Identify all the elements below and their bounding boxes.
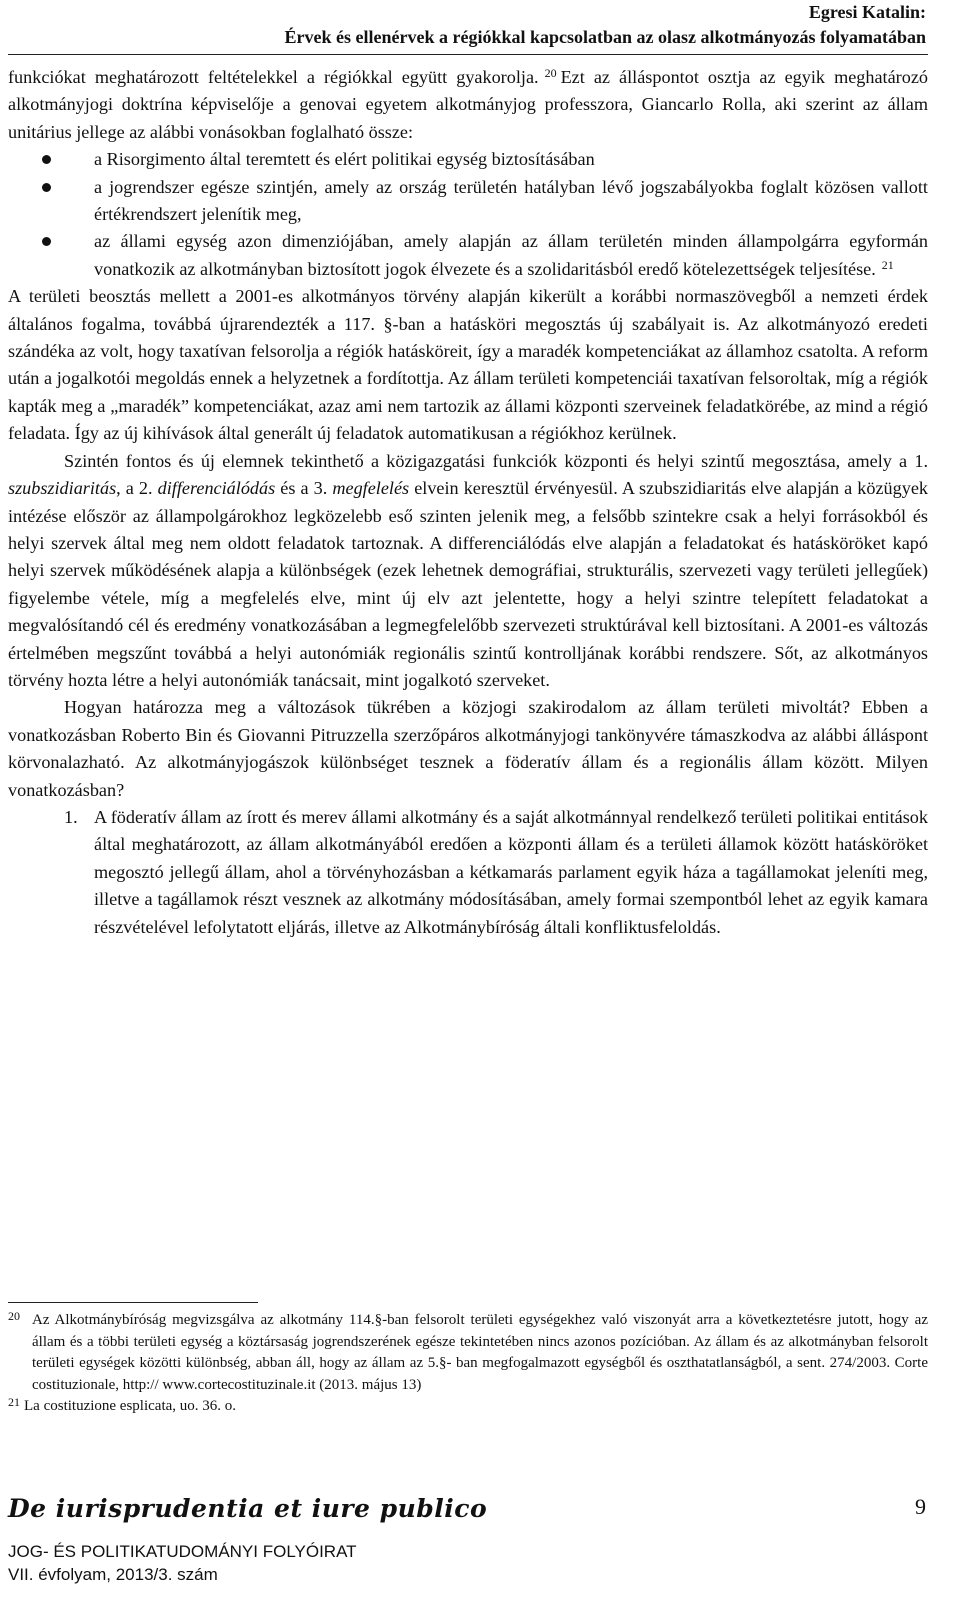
footnote-ref-20[interactable]: 20	[544, 66, 557, 80]
footnote-text: La costituzione esplicata, uo. 36. o.	[24, 1398, 237, 1414]
footnote-20	[8, 1310, 928, 1396]
term-subsidiarity: szubszidiaritás	[8, 478, 117, 499]
bullet-icon	[42, 237, 51, 246]
list-item-text: A föderatív állam az írott és merev állami alkotmány és a saját alkotmánnyal rendelkező területi politikai entitások által meghatározott, az állam alkotmányából eredően a központi állam és a területi államok között hatásköröket megosztó jellegű állam, ahol a törvényhozásban a kétkamarás parlament egyik háza a tagállamokat jeleníti meg, illetve a tagállamok részt vesznek az alkotmány módosításában, amely formai szempontból lehet az egyik kamara részvételével lefolytatott eljárás, illetve az Alkotmánybíróság általi konfliktusfeloldás.	[94, 806, 928, 937]
list-item	[94, 174, 928, 229]
header-author: Egresi Katalin:	[808, 2, 926, 22]
para2-text-b: , a 2.	[116, 478, 158, 499]
footnote-text: Az Alkotmánybíróság megvizsgálva az alkotmány 114.§-ban felsorolt területi egységekhez való viszonyát arra a következtetésre jutott, hogy az állam és a többi területi egység a köztársaság jogrendszerének egésze tekintetében nincs azonos pozícióban. Az állam és az alkotmányban felsorolt területi egységek közötti különbség, abban áll, hogy az állam az 5.§- ban megfogalmazott egységből és oszthatatlanságból, a sent. 274/2003. Corte costituzionale, http:// www.cortecostituzinale.it (2013. május 13)	[32, 1312, 928, 1393]
para2-text-d: elvein keresztül érvényesül. A szubszidiaritás elve alapján a közügyek intézése először az állampolgárokhoz legközelebb eső szinten jelenik meg, a felsőbb szintekre csak a helyi forrásokból és helyi szervek által meg nem oldott feladatok tartoznak. A differenciálódás elve alapján a feladatokat és hatásköröket kapó helyi szervek működésének alapja a különbségek (ezek lehetnek demográfiai, strukturális, szervezeti vagy területi jellegűek) figyelembe vétele, míg a megfelelés elve, mint új elv azt jelentette, hogy a helyi szintre telepített feladatokat a megvalósítandó cél és eredmény vonatkozásában a legmegfelelőbb szervezeti struktúrával kell biztosítani. A 2001-es változás értelmében megszűnt továbbá a helyi autonómiák regionális szintű kontrolljának korábbi rendszere. Sőt, az alkotmányos törvény hozta létre a helyi autonómiák tanácsait, mint jogalkotó szerveket.	[8, 478, 928, 690]
footnotes	[8, 1310, 928, 1418]
journal-latin-title: De iurisprudentia et iure publico	[8, 1494, 488, 1523]
footnote-number: 20	[8, 1309, 20, 1323]
numbered-list	[8, 804, 928, 941]
footnote-ref-21[interactable]: 21	[881, 257, 894, 272]
intro-text: funkciókat meghatározott feltételekkel a régiókkal együtt gyakorolja.	[8, 67, 539, 87]
list-number: 1.	[64, 806, 78, 827]
list-item	[64, 804, 928, 941]
bullet-icon	[42, 183, 51, 192]
para2-text-a: Szintén fontos és új elemnek tekinthető a közigazgatási funkciók központi és helyi szintű megosztása, amely a 1.	[64, 450, 928, 471]
journal-issue: VII. évfolyam, 2013/3. szám	[8, 1565, 218, 1584]
header-divider	[8, 54, 928, 55]
main-text	[8, 64, 928, 941]
intro-rest: Ezt az álláspontot osztja az egyik meghatározó alkotmányjogi doktrína képviselője a genovai egyetem alkotmányjog professzora, Giancarlo Rolla, aki szerint az állam unitárius jellege az alábbi vonásokban foglalható össze:	[8, 67, 928, 142]
term-differentiation: differenciálódás	[157, 478, 276, 499]
list-item	[94, 228, 928, 283]
page-number: 9	[915, 1494, 926, 1519]
list-item-text: a Risorgimento által teremtett és elért politikai egység biztosításában	[94, 149, 595, 170]
bullet-icon	[42, 155, 51, 164]
paragraph-question: Hogyan határozza meg a változások tükrében a közjogi szakirodalom az állam területi mivoltát? Ebben a vonatkozásban Roberto Bin és Giovanni Pitruzzella szerzőpáros alkotmányjogi tankönyvére támaszkodva az alábbi álláspont körvonalazható. Az alkotmányjogászok különbséget tesznek a föderatív állam és a regionális állam között. Milyen vonatkozásban?	[8, 697, 928, 800]
journal-info	[8, 1540, 357, 1586]
header-title: Érvek és ellenérvek a régiókkal kapcsolatban az olasz alkotmányozás folyamatában	[284, 27, 926, 47]
journal-name: JOG- ÉS POLITIKATUDOMÁNYI FOLYÓIRAT	[8, 1542, 357, 1561]
term-adequacy: megfelelés	[332, 478, 410, 499]
footnote-21	[8, 1396, 928, 1418]
running-header	[285, 0, 927, 50]
footnote-number: 21	[8, 1395, 20, 1409]
list-item	[94, 146, 928, 173]
bullet-list	[8, 146, 928, 283]
intro-paragraph	[8, 64, 928, 146]
para2-text-c: és a 3.	[275, 478, 333, 499]
list-item-text: az állami egység azon dimenziójában, amely alapján az állam területén minden állampolgárra egyformán vonatkozik az alkotmányban biztosított jogok élvezete és a szolidaritásból eredő kötelezettségek teljesítése.	[94, 231, 928, 279]
paragraph-territorial-division: A területi beosztás mellett a 2001-es alkotmányos törvény alapján kikerült a korábbi normaszövegből a nemzeti érdek általános fogalma, továbbá újrarendezték a 117. §-ban a hatásköri megosztás új szabályait is. Az alkotmányozó eredeti szándéka az volt, hogy taxatívan felsorolja a régiók hatásköreit, így a maradék kompetenciákat az államhoz csatolta. A reform után a jogalkotói megoldás ennek a helyzetnek a fordítottja. Az állam területi kompetenciái taxatívan felsoroltak, míg a régiók kapták meg a „maradék” kompetenciákat, azaz ami nem tartozik az állami központi szerveinek feladatkörébe, az mind a régió feladata. Így az új kihívások által generált új feladatok automatikusan a régiókhoz kerülnek.	[8, 286, 928, 444]
paragraph-administrative-functions	[8, 448, 928, 695]
list-item-text: a jogrendszer egésze szintjén, amely az ország területén hatályban lévő jogszabályokba foglalt közösen vallott értékrendszert jelenítik meg,	[94, 176, 928, 225]
footnote-divider	[8, 1302, 258, 1303]
